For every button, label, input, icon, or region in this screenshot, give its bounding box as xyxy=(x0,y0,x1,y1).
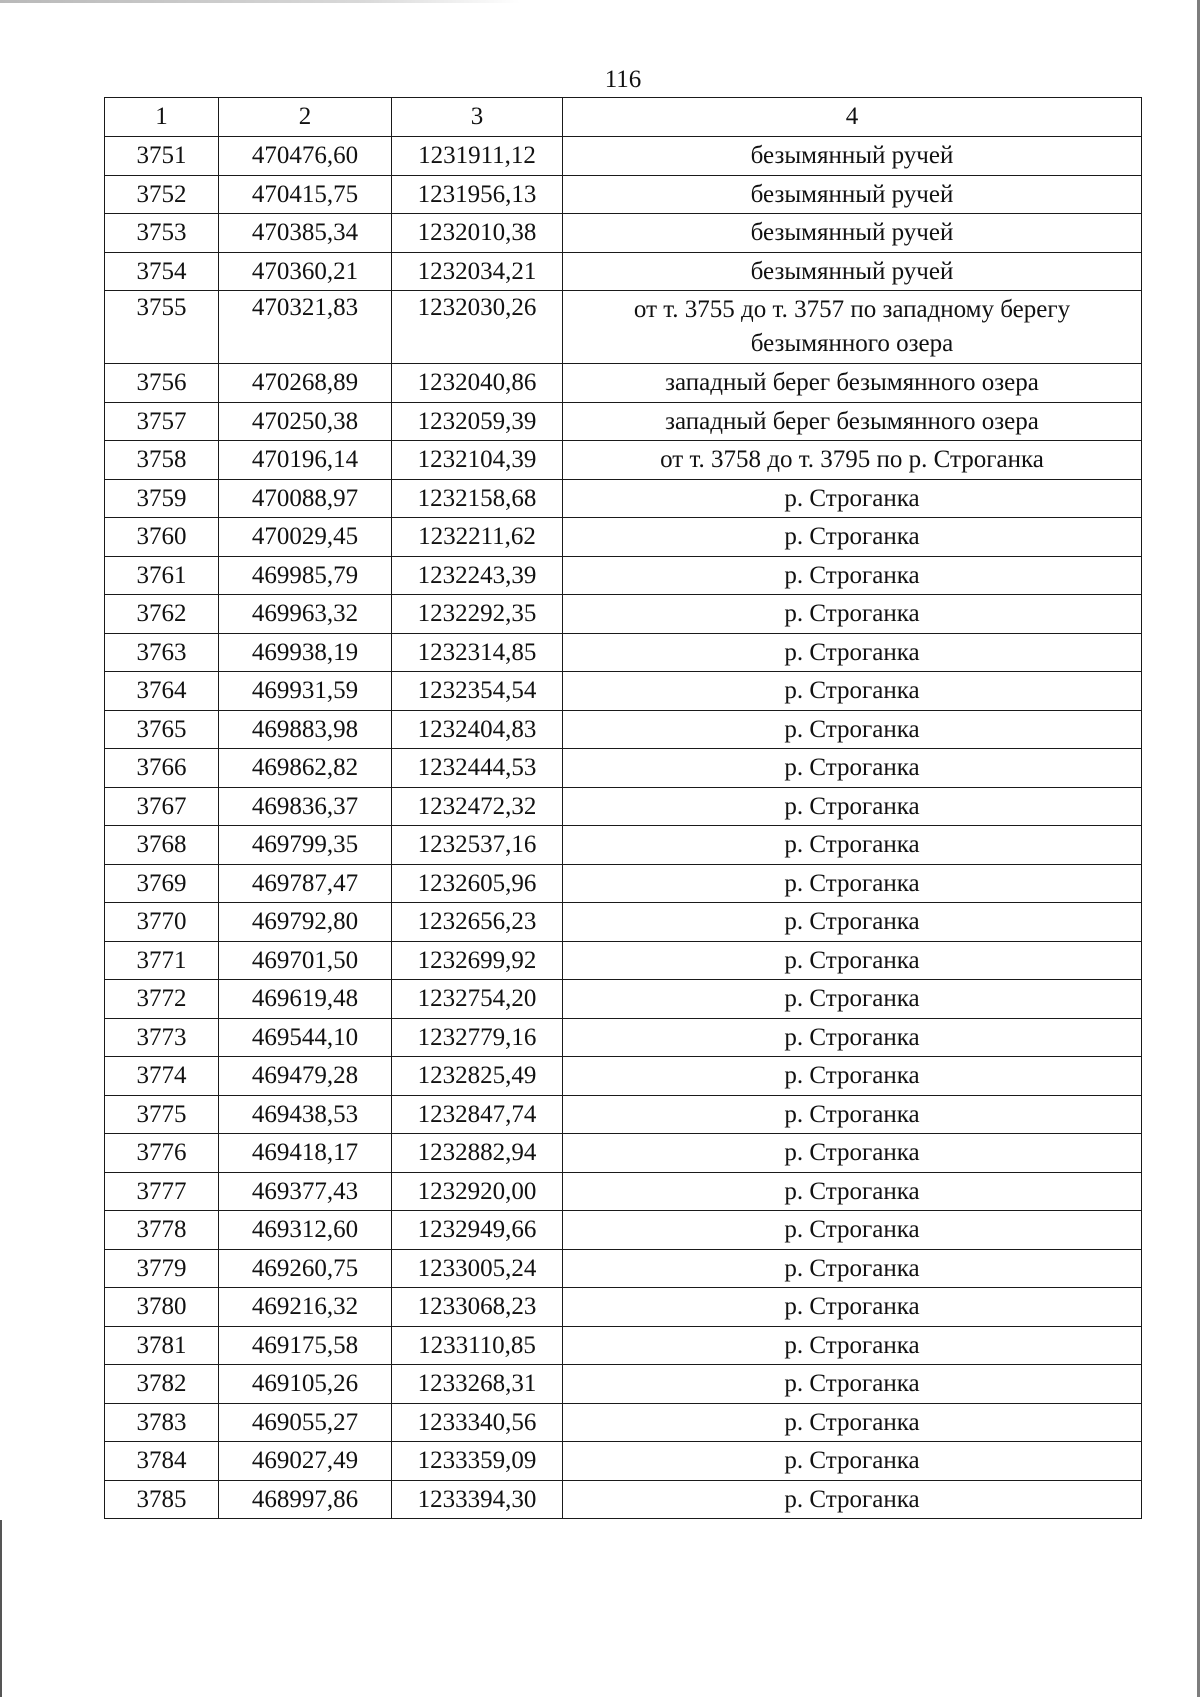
y-coordinate-cell: 1233268,31 xyxy=(392,1365,563,1404)
description-cell: р. Строганка xyxy=(563,1057,1142,1096)
table-header-row xyxy=(105,98,1142,137)
point-number-cell: 3778 xyxy=(105,1211,219,1250)
table-row xyxy=(105,441,1142,480)
point-number-cell: 3777 xyxy=(105,1172,219,1211)
y-coordinate-cell: 1232158,68 xyxy=(392,479,563,518)
y-coordinate-cell: 1232404,83 xyxy=(392,710,563,749)
y-coordinate-cell: 1233394,30 xyxy=(392,1480,563,1519)
y-coordinate-cell: 1232059,39 xyxy=(392,402,563,441)
y-coordinate-cell: 1232754,20 xyxy=(392,980,563,1019)
point-number-cell: 3755 xyxy=(105,291,219,364)
description-cell: безымянный ручей xyxy=(563,214,1142,253)
table-row xyxy=(105,1403,1142,1442)
y-coordinate-cell: 1232292,35 xyxy=(392,595,563,634)
point-number-cell: 3764 xyxy=(105,672,219,711)
point-number-cell: 3783 xyxy=(105,1403,219,1442)
point-number-cell: 3780 xyxy=(105,1288,219,1327)
point-number-cell: 3758 xyxy=(105,441,219,480)
x-coordinate-cell: 469027,49 xyxy=(219,1442,392,1481)
table-row xyxy=(105,1018,1142,1057)
point-number-cell: 3754 xyxy=(105,252,219,291)
table-row xyxy=(105,1326,1142,1365)
table-row xyxy=(105,175,1142,214)
y-coordinate-cell: 1232656,23 xyxy=(392,903,563,942)
y-coordinate-cell: 1232030,26 xyxy=(392,291,563,364)
table-row xyxy=(105,749,1142,788)
y-coordinate-cell: 1232605,96 xyxy=(392,864,563,903)
point-number-cell: 3770 xyxy=(105,903,219,942)
y-coordinate-cell: 1233005,24 xyxy=(392,1249,563,1288)
description-cell: р. Строганка xyxy=(563,710,1142,749)
y-coordinate-cell: 1232699,92 xyxy=(392,941,563,980)
table-row xyxy=(105,864,1142,903)
description-cell: р. Строганка xyxy=(563,595,1142,634)
point-number-cell: 3757 xyxy=(105,402,219,441)
y-coordinate-cell: 1232882,94 xyxy=(392,1134,563,1173)
point-number-cell: 3775 xyxy=(105,1095,219,1134)
page-number: 116 xyxy=(604,66,642,93)
point-number-cell: 3767 xyxy=(105,787,219,826)
point-number-cell: 3756 xyxy=(105,364,219,403)
y-coordinate-cell: 1232847,74 xyxy=(392,1095,563,1134)
point-number-cell: 3771 xyxy=(105,941,219,980)
table-row xyxy=(105,826,1142,865)
description-cell: р. Строганка xyxy=(563,556,1142,595)
description-cell: р. Строганка xyxy=(563,864,1142,903)
x-coordinate-cell: 470268,89 xyxy=(219,364,392,403)
y-coordinate-cell: 1232010,38 xyxy=(392,214,563,253)
x-coordinate-cell: 469792,80 xyxy=(219,903,392,942)
y-coordinate-cell: 1233359,09 xyxy=(392,1442,563,1481)
y-coordinate-cell: 1232920,00 xyxy=(392,1172,563,1211)
x-coordinate-cell: 469799,35 xyxy=(219,826,392,865)
description-cell: р. Строганка xyxy=(563,633,1142,672)
point-number-cell: 3766 xyxy=(105,749,219,788)
x-coordinate-cell: 469175,58 xyxy=(219,1326,392,1365)
scan-edge-left xyxy=(0,1520,2,1697)
y-coordinate-cell: 1232211,62 xyxy=(392,518,563,557)
column-header-1: 1 xyxy=(105,98,219,137)
x-coordinate-cell: 470029,45 xyxy=(219,518,392,557)
table-row xyxy=(105,633,1142,672)
x-coordinate-cell: 469418,17 xyxy=(219,1134,392,1173)
description-cell: р. Строганка xyxy=(563,1365,1142,1404)
x-coordinate-cell: 468997,86 xyxy=(219,1480,392,1519)
point-number-cell: 3763 xyxy=(105,633,219,672)
y-coordinate-cell: 1233110,85 xyxy=(392,1326,563,1365)
description-cell: р. Строганка xyxy=(563,980,1142,1019)
description-cell: безымянный ручей xyxy=(563,252,1142,291)
description-cell: р. Строганка xyxy=(563,941,1142,980)
description-cell: западный берег безымянного озера xyxy=(563,402,1142,441)
y-coordinate-cell: 1232472,32 xyxy=(392,787,563,826)
table-row xyxy=(105,1172,1142,1211)
description-cell: безымянный ручей xyxy=(563,137,1142,176)
x-coordinate-cell: 469260,75 xyxy=(219,1249,392,1288)
point-number-cell: 3751 xyxy=(105,137,219,176)
point-number-cell: 3782 xyxy=(105,1365,219,1404)
description-cell: р. Строганка xyxy=(563,903,1142,942)
description-cell: р. Строганка xyxy=(563,672,1142,711)
point-number-cell: 3753 xyxy=(105,214,219,253)
column-header-3: 3 xyxy=(392,98,563,137)
x-coordinate-cell: 469787,47 xyxy=(219,864,392,903)
x-coordinate-cell: 469985,79 xyxy=(219,556,392,595)
y-coordinate-cell: 1232314,85 xyxy=(392,633,563,672)
y-coordinate-cell: 1232040,86 xyxy=(392,364,563,403)
table-row xyxy=(105,364,1142,403)
point-number-cell: 3760 xyxy=(105,518,219,557)
table-row xyxy=(105,402,1142,441)
table-row xyxy=(105,672,1142,711)
description-cell: р. Строганка xyxy=(563,1288,1142,1327)
table-row xyxy=(105,710,1142,749)
description-cell: р. Строганка xyxy=(563,787,1142,826)
description-cell: р. Строганка xyxy=(563,1134,1142,1173)
x-coordinate-cell: 470476,60 xyxy=(219,137,392,176)
description-cell: р. Строганка xyxy=(563,1249,1142,1288)
y-coordinate-cell: 1233340,56 xyxy=(392,1403,563,1442)
x-coordinate-cell: 469862,82 xyxy=(219,749,392,788)
point-number-cell: 3774 xyxy=(105,1057,219,1096)
y-coordinate-cell: 1231956,13 xyxy=(392,175,563,214)
x-coordinate-cell: 470088,97 xyxy=(219,479,392,518)
x-coordinate-cell: 469931,59 xyxy=(219,672,392,711)
x-coordinate-cell: 470250,38 xyxy=(219,402,392,441)
table-row xyxy=(105,903,1142,942)
x-coordinate-cell: 470321,83 xyxy=(219,291,392,364)
x-coordinate-cell: 470196,14 xyxy=(219,441,392,480)
table-body xyxy=(105,137,1142,1519)
description-cell: р. Строганка xyxy=(563,1095,1142,1134)
point-number-cell: 3769 xyxy=(105,864,219,903)
table-row xyxy=(105,1480,1142,1519)
table-row xyxy=(105,214,1142,253)
point-number-cell: 3773 xyxy=(105,1018,219,1057)
description-cell: от т. 3758 до т. 3795 по р. Строганка xyxy=(563,441,1142,480)
table-row xyxy=(105,1057,1142,1096)
x-coordinate-cell: 470415,75 xyxy=(219,175,392,214)
table-row xyxy=(105,787,1142,826)
y-coordinate-cell: 1233068,23 xyxy=(392,1288,563,1327)
table-row xyxy=(105,595,1142,634)
y-coordinate-cell: 1232104,39 xyxy=(392,441,563,480)
description-cell: безымянный ручей xyxy=(563,175,1142,214)
y-coordinate-cell: 1232949,66 xyxy=(392,1211,563,1250)
table-row xyxy=(105,479,1142,518)
point-number-cell: 3781 xyxy=(105,1326,219,1365)
x-coordinate-cell: 469055,27 xyxy=(219,1403,392,1442)
table-row xyxy=(105,556,1142,595)
table-row xyxy=(105,518,1142,557)
description-cell: р. Строганка xyxy=(563,1480,1142,1519)
point-number-cell: 3759 xyxy=(105,479,219,518)
table-row xyxy=(105,1288,1142,1327)
x-coordinate-cell: 469377,43 xyxy=(219,1172,392,1211)
column-header-4: 4 xyxy=(563,98,1142,137)
description-cell: р. Строганка xyxy=(563,1442,1142,1481)
y-coordinate-cell: 1232825,49 xyxy=(392,1057,563,1096)
point-number-cell: 3768 xyxy=(105,826,219,865)
y-coordinate-cell: 1231911,12 xyxy=(392,137,563,176)
x-coordinate-cell: 469438,53 xyxy=(219,1095,392,1134)
table-row xyxy=(105,1095,1142,1134)
table-row xyxy=(105,1211,1142,1250)
x-coordinate-cell: 469544,10 xyxy=(219,1018,392,1057)
x-coordinate-cell: 469479,28 xyxy=(219,1057,392,1096)
point-number-cell: 3772 xyxy=(105,980,219,1019)
description-cell: р. Строганка xyxy=(563,1403,1142,1442)
x-coordinate-cell: 469701,50 xyxy=(219,941,392,980)
table-row xyxy=(105,137,1142,176)
point-number-cell: 3784 xyxy=(105,1442,219,1481)
description-cell: р. Строганка xyxy=(563,1211,1142,1250)
x-coordinate-cell: 470360,21 xyxy=(219,252,392,291)
description-cell: р. Строганка xyxy=(563,1018,1142,1057)
y-coordinate-cell: 1232354,54 xyxy=(392,672,563,711)
x-coordinate-cell: 469312,60 xyxy=(219,1211,392,1250)
point-number-cell: 3761 xyxy=(105,556,219,595)
description-cell: р. Строганка xyxy=(563,1326,1142,1365)
description-cell: р. Строганка xyxy=(563,826,1142,865)
table-row xyxy=(105,252,1142,291)
table-row xyxy=(105,1249,1142,1288)
description-cell: р. Строганка xyxy=(563,749,1142,788)
x-coordinate-cell: 469619,48 xyxy=(219,980,392,1019)
x-coordinate-cell: 469963,32 xyxy=(219,595,392,634)
description-cell: западный берег безымянного озера xyxy=(563,364,1142,403)
point-number-cell: 3785 xyxy=(105,1480,219,1519)
x-coordinate-cell: 469216,32 xyxy=(219,1288,392,1327)
point-number-cell: 3752 xyxy=(105,175,219,214)
y-coordinate-cell: 1232243,39 xyxy=(392,556,563,595)
x-coordinate-cell: 469105,26 xyxy=(219,1365,392,1404)
y-coordinate-cell: 1232537,16 xyxy=(392,826,563,865)
description-cell: р. Строганка xyxy=(563,479,1142,518)
table-row xyxy=(105,1442,1142,1481)
x-coordinate-cell: 469836,37 xyxy=(219,787,392,826)
y-coordinate-cell: 1232034,21 xyxy=(392,252,563,291)
description-cell: от т. 3755 до т. 3757 по западному берегу безымянного озера xyxy=(563,291,1142,364)
y-coordinate-cell: 1232779,16 xyxy=(392,1018,563,1057)
table-row xyxy=(105,1134,1142,1173)
point-number-cell: 3779 xyxy=(105,1249,219,1288)
table-row xyxy=(105,980,1142,1019)
description-cell: р. Строганка xyxy=(563,1172,1142,1211)
y-coordinate-cell: 1232444,53 xyxy=(392,749,563,788)
table-row xyxy=(105,1365,1142,1404)
table-row xyxy=(105,291,1142,364)
point-number-cell: 3765 xyxy=(105,710,219,749)
point-number-cell: 3762 xyxy=(105,595,219,634)
point-number-cell: 3776 xyxy=(105,1134,219,1173)
scan-edge-top xyxy=(0,0,520,3)
description-cell: р. Строганка xyxy=(563,518,1142,557)
table-row xyxy=(105,941,1142,980)
x-coordinate-cell: 469938,19 xyxy=(219,633,392,672)
x-coordinate-cell: 469883,98 xyxy=(219,710,392,749)
column-header-2: 2 xyxy=(219,98,392,137)
coordinates-table xyxy=(104,97,1142,1519)
x-coordinate-cell: 470385,34 xyxy=(219,214,392,253)
